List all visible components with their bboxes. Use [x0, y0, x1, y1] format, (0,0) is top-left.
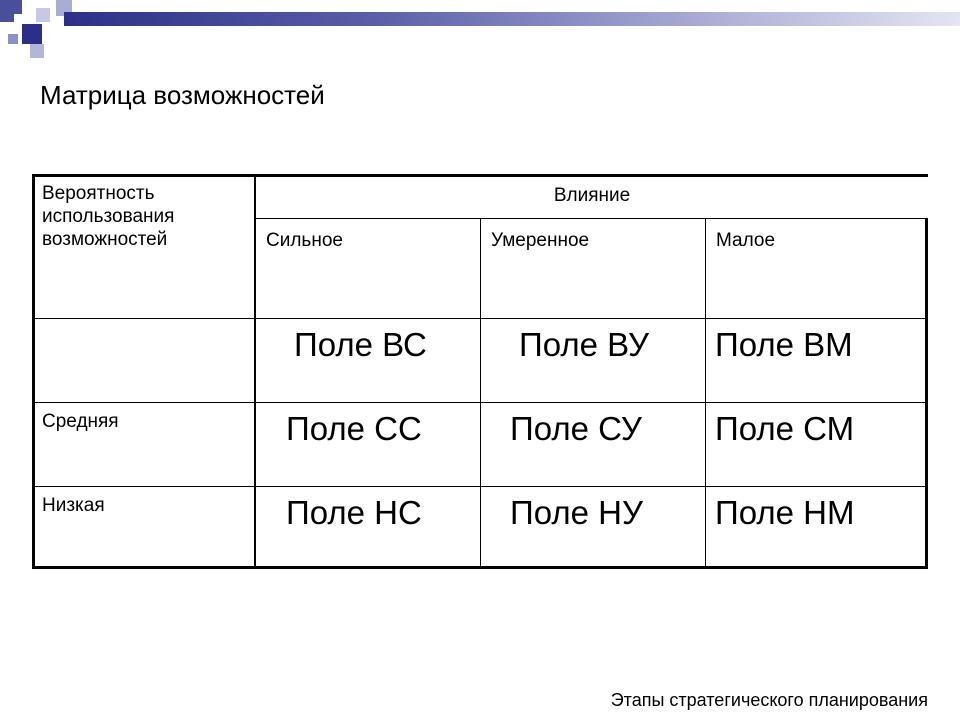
table-divider [705, 218, 706, 569]
matrix-cell: Поле НМ [715, 494, 855, 531]
matrix-cell: Поле ВУ [519, 326, 650, 363]
influence-header: Влияние [553, 185, 631, 206]
table-divider [480, 218, 481, 569]
matrix-cell: Поле СУ [510, 410, 642, 447]
matrix-cell: Поле НУ [510, 494, 643, 531]
opportunity-matrix [32, 174, 928, 566]
table-divider [32, 318, 928, 319]
table-divider [254, 174, 256, 569]
table-divider [32, 402, 928, 403]
column-header: Малое [716, 230, 776, 251]
decor-square [36, 8, 50, 22]
matrix-cell: Поле ВМ [715, 326, 853, 363]
matrix-cell: Поле НС [286, 494, 422, 531]
column-header: Сильное [266, 230, 343, 251]
decor-square [22, 24, 42, 44]
table-border-left [32, 174, 35, 569]
header-gradient-bar [64, 12, 960, 26]
row-label: Низкая [42, 495, 105, 516]
decor-square [8, 34, 18, 44]
slide-footer: Этапы стратегического планирования [610, 690, 928, 710]
decor-square [30, 44, 44, 58]
matrix-cell: Поле СС [286, 410, 422, 447]
table-divider [32, 486, 928, 487]
matrix-cell: Поле СМ [715, 410, 855, 447]
row-label: Средняя [42, 411, 119, 432]
matrix-cell: Поле ВС [294, 326, 427, 363]
table-divider [254, 218, 928, 219]
column-header: Умеренное [491, 230, 590, 251]
corner-header: Вероятность использования возможностей [42, 183, 175, 250]
table-border-right [925, 218, 928, 569]
slide-title: Матрица возможностей [40, 80, 325, 110]
table-border-top [32, 174, 928, 177]
